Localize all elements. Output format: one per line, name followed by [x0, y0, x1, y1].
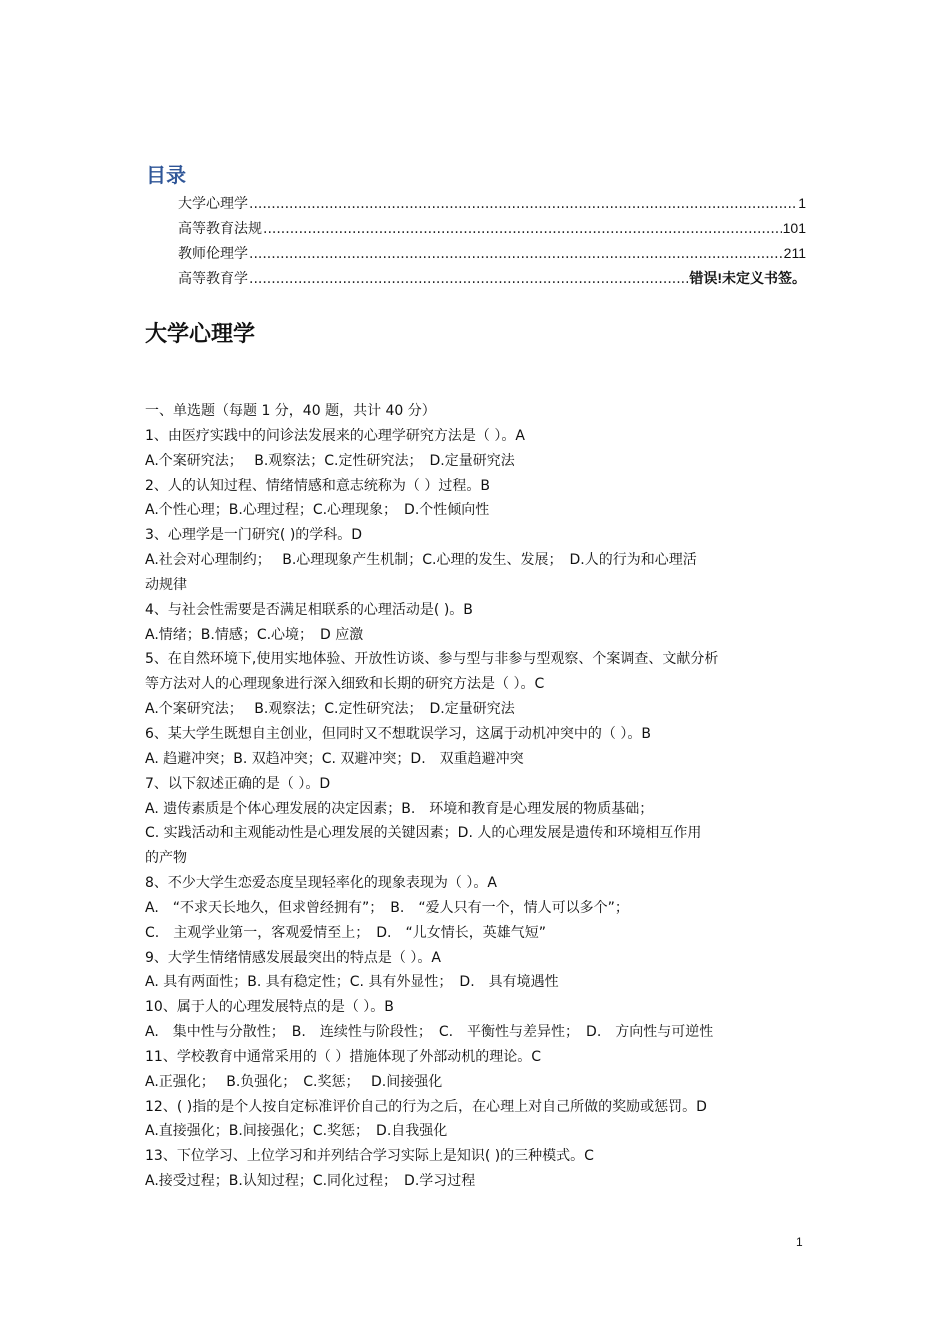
- body-line: 1、由医疗实践中的问诊法发展来的心理学研究方法是（ ）。A: [145, 427, 525, 444]
- table-of-contents: [178, 191, 806, 291]
- body-line: 12、( )指的是个人按自定标准评价自己的行为之后，在心理上对自己所做的奖励或惩罚。D: [145, 1098, 707, 1115]
- body-line: 6、某大学生既想自主创业，但同时又不想耽误学习，这属于动机冲突中的（ ）。B: [145, 725, 651, 742]
- body-line: C. 实践活动和主观能动性是心理发展的关键因素；D. 人的心理发展是遗传和环境相互作用: [145, 825, 702, 842]
- body-line: A.接受过程；B.认知过程；C.同化过程； D.学习过程: [145, 1173, 476, 1190]
- body-line: A. 具有两面性；B. 具有稳定性；C. 具有外显性； D. 具有境遇性: [145, 974, 559, 991]
- section-title: 大学心理学: [145, 322, 256, 347]
- body-line: A.个案研究法； B.观察法；C.定性研究法； D.定量研究法: [145, 452, 515, 469]
- body-line: 4、与社会性需要是否满足相联系的心理活动是( )。B: [145, 601, 473, 618]
- question-body: [145, 399, 810, 1194]
- body-line: A.个案研究法； B.观察法；C.定性研究法； D.定量研究法: [145, 701, 515, 718]
- body-line: 等方法对人的心理现象进行深入细致和长期的研究方法是（ ）。C: [145, 676, 545, 693]
- toc-entry-page-error: 错误!未定义书签。: [689, 270, 806, 286]
- toc-entry-title: 高等教育学: [178, 271, 248, 287]
- body-line: 3、心理学是一门研究( )的学科。D: [145, 527, 363, 544]
- toc-entry-page: 211: [783, 245, 806, 261]
- toc-entry-page: 1: [798, 195, 806, 211]
- body-line: A. 遗传素质是个体心理发展的决定因素；B. 环境和教育是心理发展的物质基础；: [145, 800, 654, 817]
- body-line: 2、人的认知过程、情绪情感和意志统称为（ ）过程。B: [145, 477, 490, 494]
- toc-leader-dots: [249, 192, 797, 217]
- toc-entry[interactable]: [178, 216, 806, 241]
- toc-entry[interactable]: [178, 191, 806, 216]
- body-line: 7、以下叙述正确的是（ ）。D: [145, 775, 331, 792]
- body-line: A. 集中性与分散性； B. 连续性与阶段性； C. 平衡性与差异性； D. 方向性与可逆性: [145, 1024, 714, 1041]
- toc-entry[interactable]: [178, 266, 806, 291]
- body-line: 8、不少大学生恋爱态度呈现轻率化的现象表现为（ ）。A: [145, 875, 497, 892]
- page-number: 1: [796, 1235, 803, 1249]
- body-line: A. “不求天长地久，但求曾经拥有”； B. “爱人只有一个，情人可以多个”；: [145, 899, 629, 916]
- toc-entry[interactable]: [178, 241, 806, 266]
- toc-leader-dots: [263, 217, 782, 242]
- toc-entry-title: 高等教育法规: [178, 221, 262, 237]
- body-line: 10、属于人的心理发展特点的是（ ）。B: [145, 999, 394, 1016]
- body-line: A. 趋避冲突；B. 双趋冲突；C. 双避冲突；D. 双重趋避冲突: [145, 750, 524, 767]
- body-line: 动规律: [145, 576, 187, 593]
- body-line: A.情绪；B.情感；C.心境； D 应激: [145, 626, 364, 643]
- body-line: A.直接强化；B.间接强化；C.奖惩； D.自我强化: [145, 1123, 448, 1140]
- body-line: A.个性心理；B.心理过程；C.心理现象； D.个性倾向性: [145, 502, 490, 519]
- body-line: 9、大学生情绪情感发展最突出的特点是（ ）。A: [145, 949, 441, 966]
- toc-entry-page: 101: [782, 220, 806, 236]
- toc-entry-title: 教师伦理学: [178, 246, 248, 262]
- body-line: 的产物: [145, 850, 187, 867]
- body-line: 一、单选题（每题 1 分，40 题，共计 40 分）: [145, 403, 436, 419]
- body-line: C. 主观学业第一，客观爱情至上； D. “儿女情长，英雄气短”: [145, 924, 546, 941]
- toc-leader-dots: [249, 267, 688, 292]
- body-line: A.正强化； B.负强化； C.奖惩； D.间接强化: [145, 1073, 443, 1090]
- body-line: 13、下位学习、上位学习和并列结合学习实际上是知识( )的三种模式。C: [145, 1148, 594, 1165]
- toc-heading: 目录: [146, 163, 186, 187]
- toc-leader-dots: [249, 242, 783, 267]
- body-line: A.社会对心理制约； B.心理现象产生机制；C.心理的发生、发展； D.人的行为和心理活: [145, 552, 697, 569]
- toc-entry-title: 大学心理学: [178, 196, 248, 212]
- body-line: 11、学校教育中通常采用的（ ）措施体现了外部动机的理论。C: [145, 1048, 542, 1065]
- body-line: 5、在自然环境下,使用实地体验、开放性访谈、参与型与非参与型观察、个案调查、文献分析: [145, 651, 719, 668]
